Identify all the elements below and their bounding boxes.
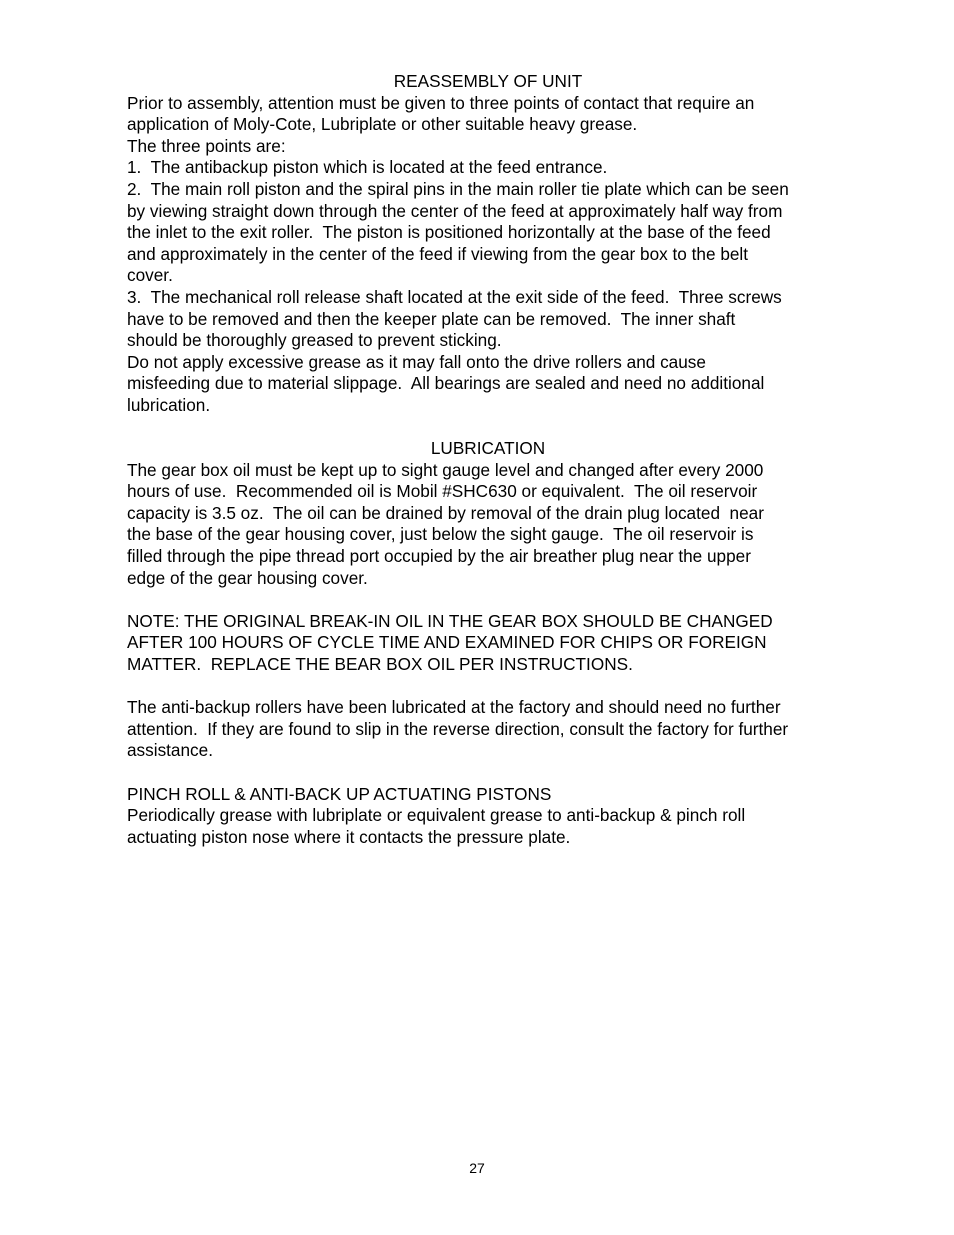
text-line: Prior to assembly, attention must be given to three points of contact that require an (127, 92, 755, 113)
text-line: The anti-backup rollers have been lubricated at the factory and should need no further (127, 697, 781, 718)
text-line: filled through the pipe thread port occupied by the air breather plug near the upper (127, 546, 751, 567)
note-line: NOTE: THE ORIGINAL BREAK-IN OIL IN THE GEAR BOX SHOULD BE CHANGED (127, 610, 773, 631)
note-section (127, 611, 857, 676)
text-line: edge of the gear housing cover. (127, 567, 368, 588)
text-line: assistance. (127, 740, 213, 761)
text-line: cover. (127, 265, 173, 286)
text-line: misfeeding due to material slippage. All bearings are sealed and need no additional (127, 373, 765, 394)
note-line: AFTER 100 HOURS OF CYCLE TIME AND EXAMINED FOR CHIPS OR FOREIGN (127, 632, 767, 653)
text-line: and approximately in the center of the feed if viewing from the gear box to the belt (127, 243, 749, 264)
document-page (127, 71, 857, 848)
text-line: The gear box oil must be kept up to sight gauge level and changed after every 2000 (127, 459, 764, 480)
text-line: should be thoroughly greased to prevent sticking. (127, 330, 502, 351)
note-line: MATTER. REPLACE THE BEAR BOX OIL PER INSTRUCTIONS. (127, 654, 633, 675)
paragraph-gap (127, 417, 857, 439)
paragraph-gap (127, 589, 857, 611)
text-line: 3. The mechanical roll release shaft located at the exit side of the feed. Three screws (127, 286, 782, 307)
lubrication-section (127, 438, 857, 589)
text-line: the base of the gear housing cover, just below the sight gauge. The oil reservoir is (127, 524, 754, 545)
page-number: 27 (469, 1160, 485, 1176)
text-line: The three points are: (127, 135, 286, 156)
text-line: hours of use. Recommended oil is Mobil #SHC630 or equivalent. The oil reservoir (127, 481, 758, 502)
text-line: Do not apply excessive grease as it may fall onto the drive rollers and cause (127, 351, 706, 372)
text-line: Periodically grease with lubriplate or equivalent grease to anti-backup & pinch roll (127, 805, 746, 826)
text-line: by viewing straight down through the center of the feed at approximately half way from (127, 200, 783, 221)
text-line: actuating piston nose where it contacts the pressure plate. (127, 826, 571, 847)
text-line: 2. The main roll piston and the spiral pins in the main roller tie plate which can be seen (127, 178, 789, 199)
lubrication-heading: LUBRICATION (430, 438, 546, 459)
reassembly-heading: REASSEMBLY OF UNIT (393, 71, 583, 91)
text-line: capacity is 3.5 oz. The oil can be drained by removal of the drain plug located near (127, 502, 764, 523)
text-line: have to be removed and then the keeper plate can be removed. The inner shaft (127, 308, 736, 329)
paragraph-gap (127, 762, 857, 784)
paragraph-gap (127, 676, 857, 698)
pinch-roll-section (127, 784, 857, 849)
text-line: lubrication. (127, 394, 211, 415)
anti-backup-section (127, 697, 857, 762)
pinch-roll-heading: PINCH ROLL & ANTI-BACK UP ACTUATING PISTONS (127, 783, 552, 804)
text-line: 1. The antibackup piston which is located at the feed entrance. (127, 157, 608, 178)
text-line: attention. If they are found to slip in the reverse direction, consult the factory for further (127, 718, 789, 739)
reassembly-section (127, 71, 857, 417)
text-line: application of Moly-Cote, Lubriplate or other suitable heavy grease. (127, 114, 638, 135)
text-line: the inlet to the exit roller. The piston is positioned horizontally at the base of the feed (127, 222, 771, 243)
